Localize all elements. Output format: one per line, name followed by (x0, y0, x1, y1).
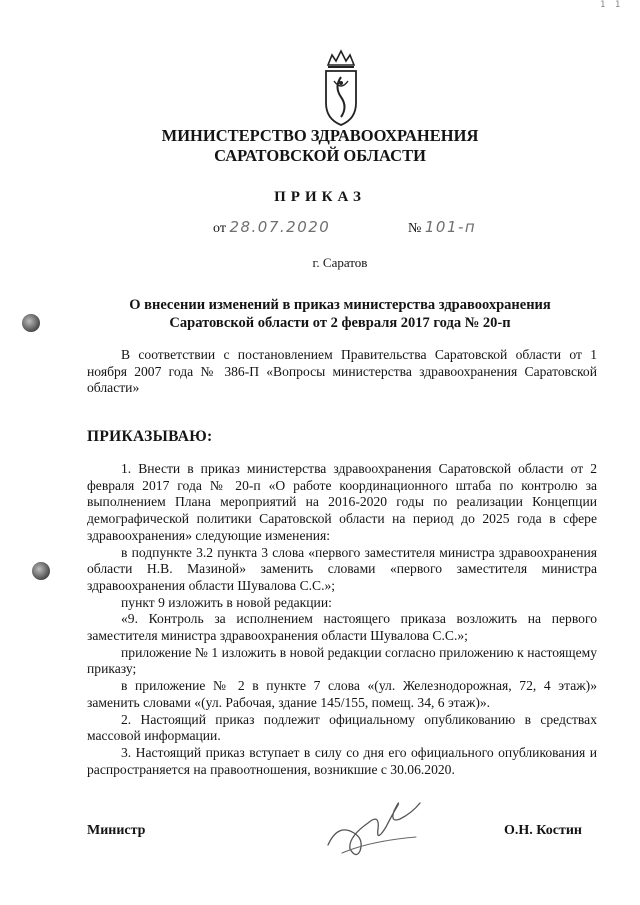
list-item: в приложение № 2 в пункте 7 слова «(ул. Железнодорожная, 72, 4 этаж)» заменить словами «(ул. Рабочая, здание 145/155, помещ. 34, 6 этаж)». (87, 678, 597, 710)
list-item: «9. Контроль за исполнением настоящего приказа возложить на первого заместителя министра здравоохранения области Шувалова С.С.»; (87, 611, 597, 644)
ministry-line-2: САРАТОВСКОЙ ОБЛАСТИ (214, 146, 426, 165)
ministry-name (0, 126, 640, 166)
ministry-line-1: МИНИСТЕРСТВО ЗДРАВООХРАНЕНИЯ (161, 126, 479, 145)
date-prefix: от (213, 221, 226, 236)
title-line-2: Саратовской области от 2 февраля 2017 года № 20-п (169, 315, 511, 331)
list-item: приложение № 1 изложить в новой редакции согласно приложению к настоящему приказу; (87, 644, 597, 677)
list-item: 3. Настоящий приказ вступает в силу со дня его официального опубликования и распространяется на правоотношения, возникшие с 30.06.2020. (87, 744, 597, 777)
list-item: пункт 9 изложить в новой редакции: (121, 594, 332, 610)
list-item: 2. Настоящий приказ подлежит официальному опубликованию в средствах массовой информации. (87, 711, 597, 744)
punch-hole-icon (32, 562, 50, 580)
date-line (213, 218, 330, 237)
list-item: 1. Внести в приказ министерства здравоохранения Саратовской области от 2 февраля 2017 года № 20-п «О работе координационного штаба по контролю за выполнением Плана мероприятий на 2016-2020 годы по реализации Концепции демографической политики Саратовской области на период до 2025 года в сфере здравоохранения» следующие изменения: (87, 461, 597, 543)
list-item: в подпункте 3.2 пункта 3 слова «первого заместителя министра здравоохранения области Н.В. Мазиной» заменить словами «первого заместителя министра здравоохранения области Шувалова С.С.»; (87, 544, 597, 593)
signer-name: О.Н. Костин (504, 823, 582, 838)
order-word: ПРИКАЗЫВАЮ: (87, 428, 213, 445)
order-items (87, 461, 597, 778)
signer-role: Министр (87, 823, 146, 838)
handwritten-signature-icon (320, 793, 430, 859)
coat-of-arms-icon (322, 47, 360, 127)
document-type: ПРИКАЗ (274, 189, 366, 205)
preamble: В соответствии с постановлением Правительства Саратовской области от 1 ноября 2007 года № 386-П «Вопросы министерства здравоохранения Саратовской области» (87, 347, 597, 396)
handwritten-date: 28.07.2020 (229, 218, 331, 236)
corner-mark: 1 1 (600, 0, 623, 10)
number-prefix: № (408, 221, 422, 236)
document-title (80, 296, 600, 332)
handwritten-number: 101-п (424, 218, 477, 236)
city: г. Саратов (312, 255, 368, 270)
number-line (408, 218, 476, 237)
punch-hole-icon (22, 314, 40, 332)
title-line-1: О внесении изменений в приказ министерства здравоохранения (129, 297, 551, 313)
